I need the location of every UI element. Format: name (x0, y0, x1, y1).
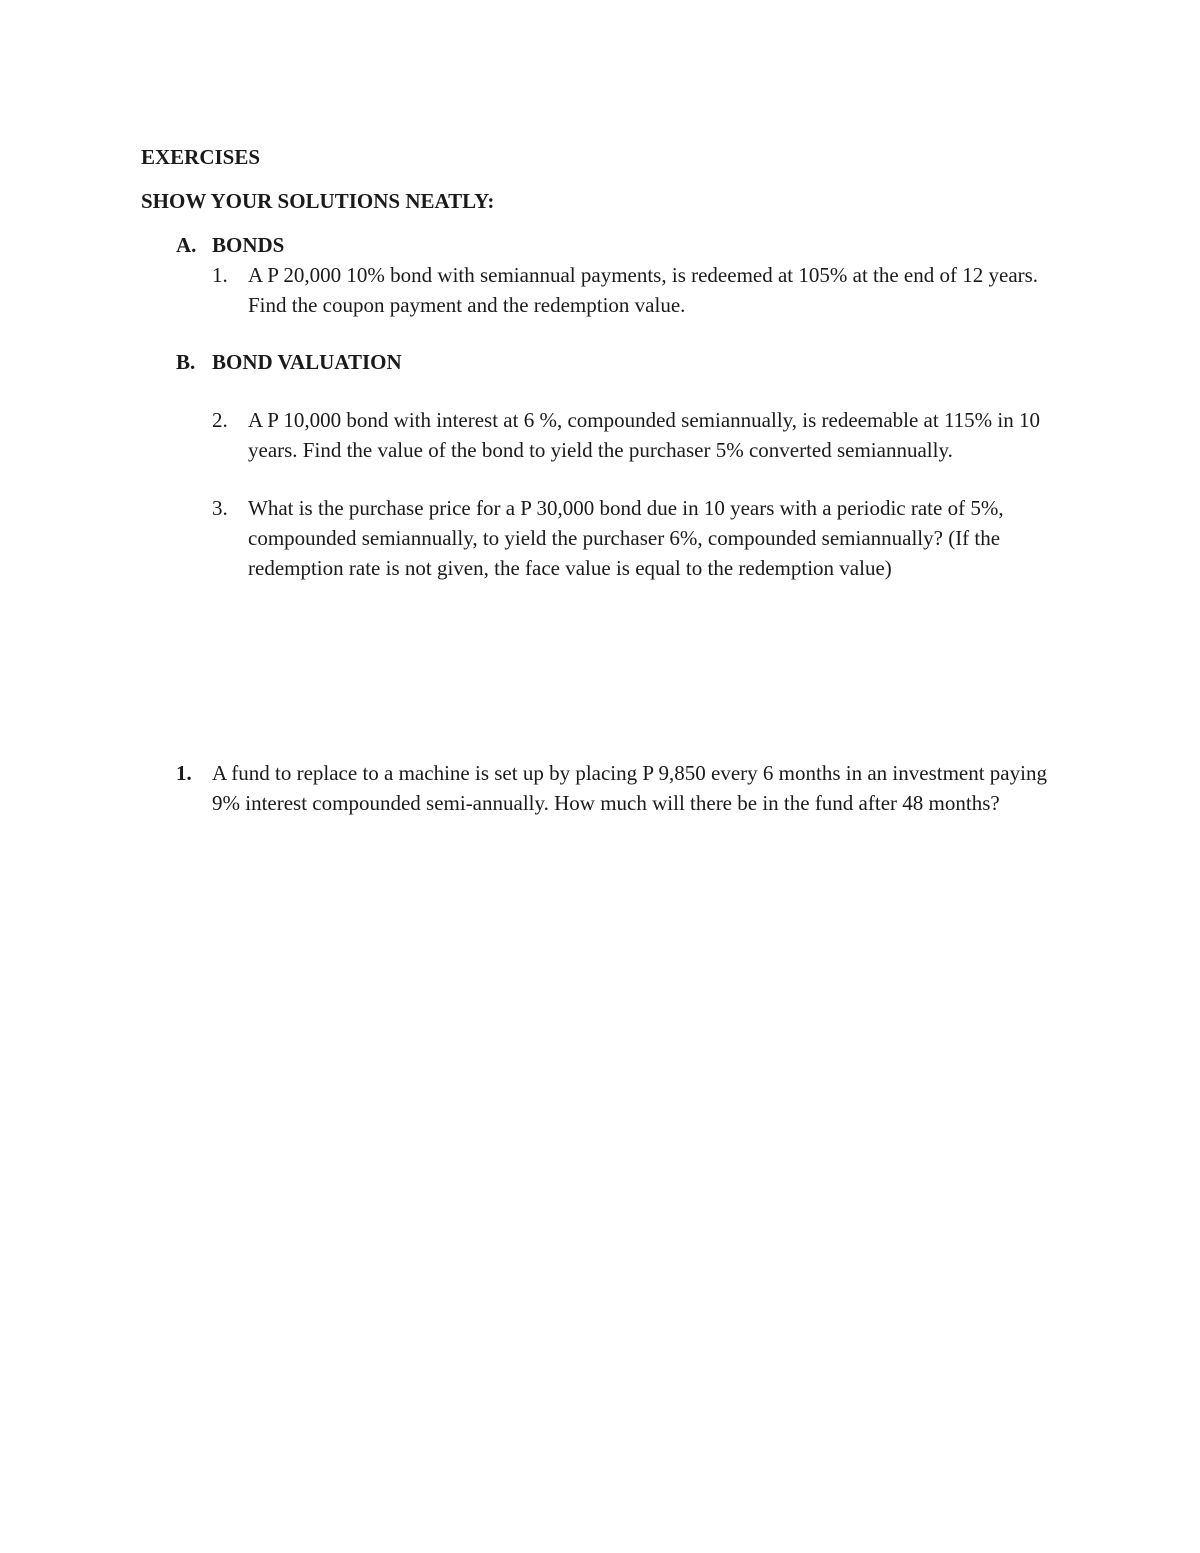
section-b-letter: B. (176, 350, 196, 374)
exercise-text: What is the purchase price for a P 30,000 bond due in 10 years with a periodic rate of 5%, compounded semiannually, to yield the purchaser 6%, compounded semiannually? (If the redemption rate is not given, the face value is equal to the redemption value) (248, 496, 1004, 580)
section-b-heading (176, 347, 402, 377)
sinking-fund-exercise (176, 758, 1052, 818)
exercise-text: A fund to replace to a machine is set up by placing P 9,850 every 6 months in an investment paying 9% interest compounded semi-annually. How much will there be in the fund after 48 months? (212, 761, 1047, 815)
section-a-title: BONDS (212, 233, 285, 257)
bond-valuation-exercise-2 (212, 405, 1058, 465)
bond-valuation-exercise-3 (212, 493, 1058, 583)
section-b-title: BOND VALUATION (212, 350, 402, 374)
document-subtitle: SHOW YOUR SOLUTIONS NEATLY: (141, 189, 495, 213)
exercise-text: A P 20,000 10% bond with semiannual payments, is redeemed at 105% at the end of 12 years. Find the coupon payment and the redemption value. (248, 263, 1039, 317)
section-a-letter: A. (176, 233, 197, 257)
document-title: EXERCISES (141, 145, 261, 169)
exercise-number: 1. (212, 263, 228, 287)
exercise-number: 2. (212, 408, 228, 432)
bonds-exercise-1 (212, 260, 1058, 320)
section-a-heading (176, 230, 284, 260)
exercise-text: A P 10,000 bond with interest at 6 %, compounded semiannually, is redeemable at 115% in 10 years. Find the value of the bond to yield the purchaser 5% converted semiannually. (248, 408, 1041, 462)
exercise-number: 3. (212, 496, 228, 520)
exercise-number: 1. (176, 761, 192, 785)
